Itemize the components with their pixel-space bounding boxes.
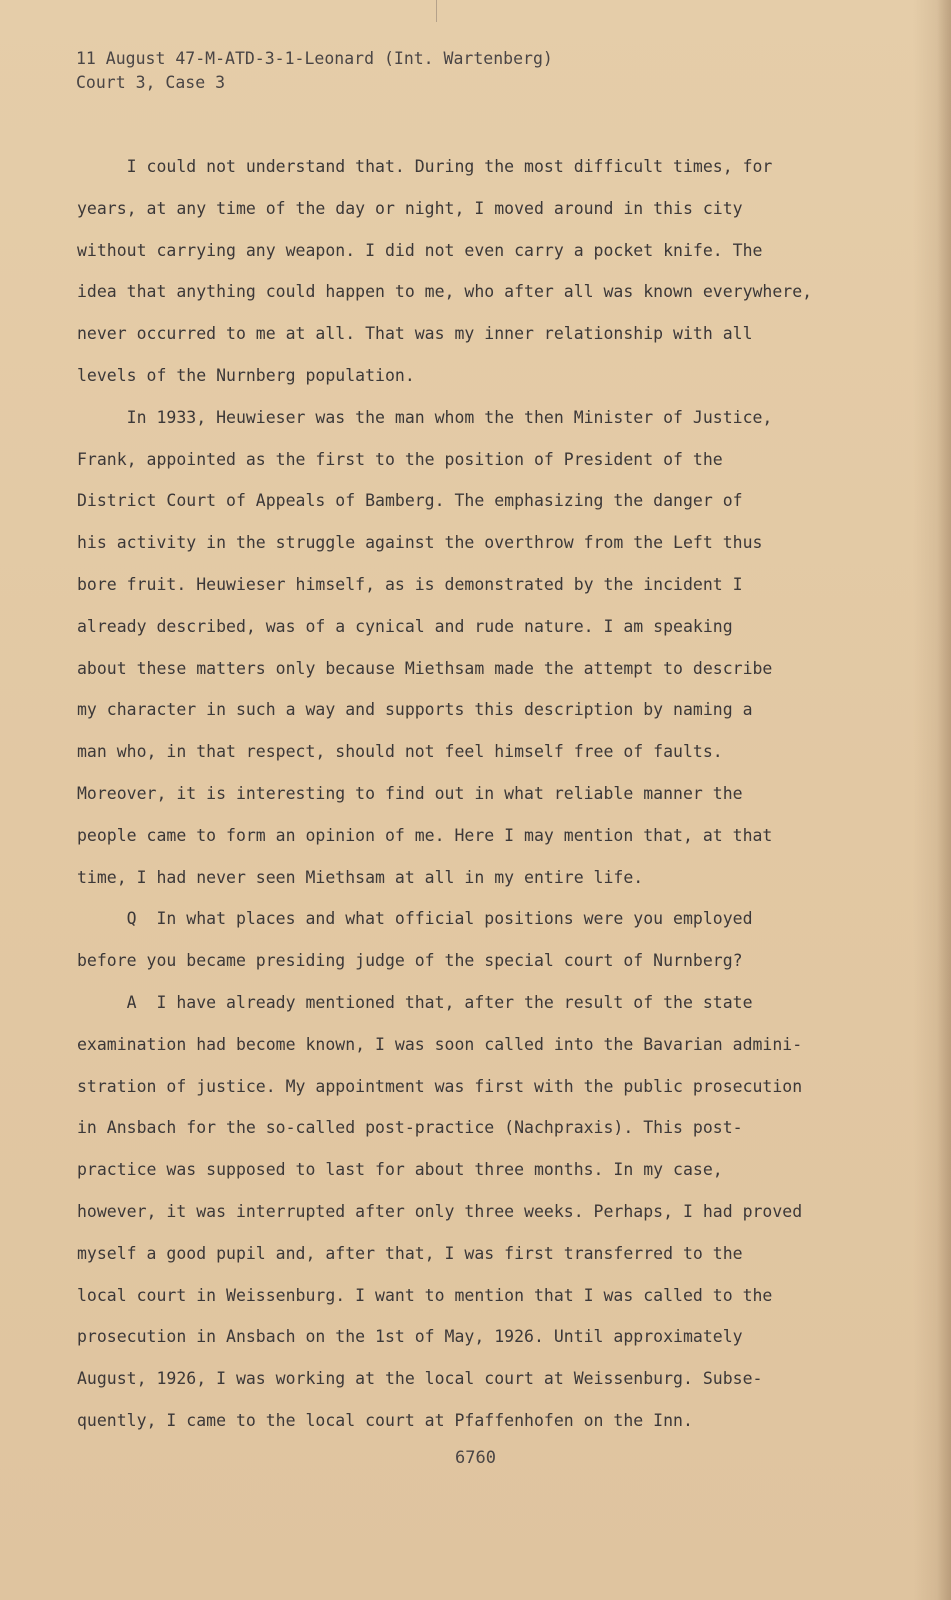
text-line: examination had become known, I was soon called into the Bavarian admini- (77, 1034, 803, 1054)
text-line: in Ansbach for the so-called post-practice (Nachpraxis). This post- (77, 1118, 743, 1138)
text-line: years, at any time of the day or night, I moved around in this city (77, 198, 743, 218)
text-line: bore fruit. Heuwieser himself, as is demonstrated by the incident I (77, 574, 743, 594)
text-line: levels of the Nurnberg population. (77, 365, 415, 385)
text-line: stration of justice. My appointment was first with the public prosecution (77, 1076, 803, 1096)
text-line: idea that anything could happen to me, who after all was known everywhere, (77, 282, 813, 302)
text-line: time, I had never seen Miethsam at all in my entire life. (77, 867, 644, 887)
text-line: prosecution in Ansbach on the 1st of May, 1926. Until approximately (77, 1327, 743, 1347)
page-number: 6760 (455, 1448, 496, 1468)
text-line: local court in Weissenburg. I want to mention that I was called to the (77, 1285, 773, 1305)
text-line: before you became presiding judge of the special court of Nurnberg? (77, 951, 743, 971)
paper-edge-shadow (937, 0, 951, 1600)
top-crease-mark (436, 0, 437, 22)
text-line: never occurred to me at all. That was my inner relationship with all (77, 324, 753, 344)
header-line-2: Court 3, Case 3 (76, 73, 226, 92)
text-line: District Court of Appeals of Bamberg. The emphasizing the danger of (77, 491, 743, 511)
header-line-1: 11 August 47-M-ATD-3-1-Leonard (Int. Wartenberg) (76, 49, 553, 68)
text-line: myself a good pupil and, after that, I was first transferred to the (77, 1243, 743, 1263)
text-line: my character in such a way and supports this description by naming a (77, 700, 753, 720)
text-line: Q In what places and what official positions were you employed (77, 909, 753, 929)
text-line: August, 1926, I was working at the local court at Weissenburg. Subse- (77, 1369, 763, 1389)
text-line: In 1933, Heuwieser was the man whom the then Minister of Justice, (77, 407, 773, 427)
transcript-body (77, 146, 847, 1442)
document-header (76, 47, 553, 95)
text-line: Frank, appointed as the first to the position of President of the (77, 449, 723, 469)
text-line: however, it was interrupted after only three weeks. Perhaps, I had proved (77, 1201, 803, 1221)
text-line: man who, in that respect, should not feel himself free of faults. (77, 742, 723, 762)
text-line: about these matters only because Miethsam made the attempt to describe (77, 658, 773, 678)
text-line: Moreover, it is interesting to find out in what reliable manner the (77, 783, 743, 803)
text-line: practice was supposed to last for about three months. In my case, (77, 1160, 723, 1180)
text-line: his activity in the struggle against the overthrow from the Left thus (77, 533, 763, 553)
text-line: A I have already mentioned that, after the result of the state (77, 992, 753, 1012)
text-line: already described, was of a cynical and rude nature. I am speaking (77, 616, 733, 636)
text-line: without carrying any weapon. I did not even carry a pocket knife. The (77, 240, 763, 260)
text-line: quently, I came to the local court at Pfaffenhofen on the Inn. (77, 1410, 693, 1430)
text-line: I could not understand that. During the most difficult times, for (77, 157, 773, 176)
text-line: people came to form an opinion of me. Here I may mention that, at that (77, 825, 773, 845)
